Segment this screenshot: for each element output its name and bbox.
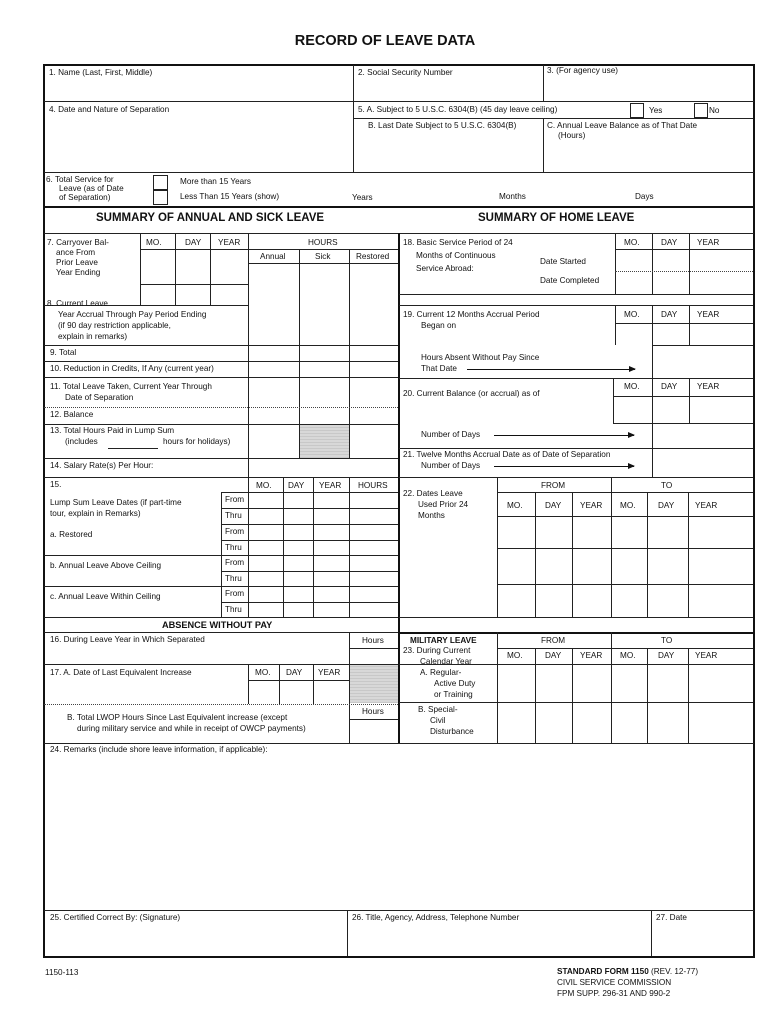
standard-form-name: STANDARD FORM 1150 xyxy=(557,967,649,976)
date-field[interactable] xyxy=(653,926,751,954)
rule xyxy=(210,233,211,306)
field-23-label-2: Calendar Year xyxy=(420,657,472,666)
rule xyxy=(399,702,753,703)
rule xyxy=(572,493,573,617)
rule xyxy=(399,294,753,295)
rule xyxy=(349,477,350,617)
field-19-label: 19. Current 12 Months Accrual Period xyxy=(403,310,540,319)
rule xyxy=(44,458,398,459)
field-4-label: 4. Date and Nature of Separation xyxy=(49,105,170,114)
rule xyxy=(44,910,754,911)
col-day: DAY xyxy=(658,501,675,510)
rule xyxy=(535,493,536,617)
field-5a-label: 5. A. Subject to 5 U.S.C. 6304(B) (45 day leave ceiling) xyxy=(358,105,558,114)
lump-sum-label: Lump Sum Leave Dates (if part-time xyxy=(50,498,182,507)
military-leave-heading: MILITARY LEAVE xyxy=(410,636,477,645)
field-6-label-3: of Separation) xyxy=(59,193,111,202)
rule xyxy=(398,233,400,744)
rule xyxy=(221,602,398,603)
rule xyxy=(615,233,616,295)
col-day: DAY xyxy=(545,651,562,660)
yes-label: Yes xyxy=(649,106,663,115)
rule xyxy=(543,65,544,102)
rule xyxy=(140,233,141,306)
col-day: DAY xyxy=(286,668,303,677)
days-label: Days xyxy=(635,192,654,201)
field-17b-label: B. Total LWOP Hours Since Last Equivalent increase (except xyxy=(67,713,288,722)
col-day: DAY xyxy=(545,501,562,510)
col-day: DAY xyxy=(185,238,202,247)
rule xyxy=(689,378,690,423)
col-year: YEAR xyxy=(695,501,718,510)
rule xyxy=(497,584,753,585)
field-8-label-4: explain in remarks) xyxy=(58,332,128,341)
field-8-label-2: Year Accrual Through Pay Period Ending xyxy=(58,310,207,319)
rule xyxy=(44,555,398,556)
lump-sum-label-2: tour, explain in Remarks) xyxy=(50,509,141,518)
field-16-label: 16. During Leave Year in Which Separated xyxy=(50,635,205,644)
field-5c-label: C. Annual Leave Balance as of That Date xyxy=(547,121,698,130)
more-15-checkbox[interactable] xyxy=(153,175,168,190)
col-year: YEAR xyxy=(697,238,720,247)
rule xyxy=(615,323,753,324)
rule xyxy=(688,648,689,744)
col-year: YEAR xyxy=(319,481,342,490)
regular-label-2: Active Duty xyxy=(434,679,476,688)
field-5b-label: B. Last Date Subject to 5 U.S.C. 6304(B) xyxy=(368,121,517,130)
rule xyxy=(399,617,753,618)
rule xyxy=(613,396,753,397)
fpm-supp-label: FPM SUPP. 296-31 AND 990-2 xyxy=(557,989,671,998)
thru-label: Thru xyxy=(225,605,242,614)
from-label: From xyxy=(225,589,245,598)
field-1-label: 1. Name (Last, First, Middle) xyxy=(49,68,153,77)
field-8-label: 8. Current Leave xyxy=(47,299,108,308)
arrow-right-icon xyxy=(467,369,635,370)
from-label: From xyxy=(225,495,245,504)
rule xyxy=(221,571,398,572)
rule xyxy=(349,249,350,459)
field-20-label: 20. Current Balance (or accrual) as of xyxy=(403,389,540,398)
thru-label: Thru xyxy=(225,543,242,552)
field-18-label-2: Months of Continuous xyxy=(416,251,496,260)
rule xyxy=(44,172,754,173)
hours-absent-label-2: That Date xyxy=(421,364,457,373)
hours-absent-label: Hours Absent Without Pay Since xyxy=(421,353,540,362)
thru-label: Thru xyxy=(225,574,242,583)
rule xyxy=(399,477,753,478)
standard-form-line xyxy=(557,968,698,976)
field-5c-hours: (Hours) xyxy=(558,131,586,140)
rule xyxy=(613,378,614,423)
rule xyxy=(543,118,544,173)
annual-sick-heading: SUMMARY OF ANNUAL AND SICK LEAVE xyxy=(96,212,325,224)
rule xyxy=(44,664,398,665)
rule xyxy=(248,664,249,704)
field-15-label: 15. xyxy=(50,480,62,489)
col-mo: MO. xyxy=(256,481,272,490)
holiday-hours-field[interactable] xyxy=(108,448,158,449)
rule xyxy=(44,617,398,618)
field-22-label: 22. Dates Leave xyxy=(403,489,463,498)
rule xyxy=(497,492,753,493)
col-day: DAY xyxy=(661,238,678,247)
rule xyxy=(647,648,648,744)
field-18-label-3: Service Abroad: xyxy=(416,264,474,273)
col-mo: MO. xyxy=(146,238,162,247)
field-6-label-2: Leave (as of Date xyxy=(59,184,124,193)
rule xyxy=(347,910,348,956)
rule xyxy=(349,648,398,649)
home-leave-heading: SUMMARY OF HOME LEAVE xyxy=(478,212,635,224)
col-mo: MO. xyxy=(507,501,523,510)
number-of-days-label: Number of Days xyxy=(421,430,481,439)
yes-checkbox[interactable] xyxy=(630,103,644,118)
field-18-label: 18. Basic Service Period of 24 xyxy=(403,238,513,247)
rule xyxy=(497,516,753,517)
rule xyxy=(221,492,398,493)
field-7-label: 7. Carryover Bal- xyxy=(47,238,109,247)
rule xyxy=(647,493,648,617)
col-year: YEAR xyxy=(695,651,718,660)
field-10-label: 10. Reduction in Credits, If Any (current year) xyxy=(50,364,214,373)
rule xyxy=(689,233,690,295)
from-heading: FROM xyxy=(541,481,566,490)
commission-label: CIVIL SERVICE COMMISSION xyxy=(557,978,672,987)
col-restored: Restored xyxy=(356,252,390,261)
field-19-label-2: Began on xyxy=(421,321,457,330)
rule xyxy=(175,233,176,306)
rule xyxy=(283,477,284,617)
field-21-label: 21. Twelve Months Accrual Date as of Date of Separation xyxy=(403,450,611,459)
rule xyxy=(615,305,616,345)
remarks-label: 24. Remarks (include shore leave information, if applicable): xyxy=(50,745,268,754)
col-mo: MO. xyxy=(624,382,640,391)
field-23-label: 23. During Current xyxy=(403,646,471,655)
rule xyxy=(497,648,753,649)
col-hours: HOURS xyxy=(308,238,338,247)
rule xyxy=(689,305,690,345)
from-label: From xyxy=(225,527,245,536)
rule xyxy=(497,477,498,617)
col-day: DAY xyxy=(288,481,305,490)
rule xyxy=(44,704,398,705)
awop-heading: ABSENCE WITHOUT PAY xyxy=(162,620,273,630)
rule xyxy=(615,271,753,272)
frame-bottom xyxy=(43,956,755,958)
remarks-area[interactable] xyxy=(45,757,751,909)
rule xyxy=(611,477,612,617)
col-year: YEAR xyxy=(697,310,720,319)
rule xyxy=(44,743,754,744)
title-agency-field[interactable] xyxy=(349,926,649,954)
rule xyxy=(613,423,753,424)
field-11-label: 11. Total Leave Taken, Current Year Through xyxy=(50,382,212,391)
rule xyxy=(399,664,753,665)
hours-label: Hours xyxy=(362,636,384,645)
rule xyxy=(652,233,653,295)
field-12-label: 12. Balance xyxy=(50,410,94,419)
from-label: From xyxy=(225,558,245,567)
field-22-label-2: Used Prior 24 xyxy=(418,500,469,509)
to-heading: TO xyxy=(661,481,673,490)
rule xyxy=(140,249,398,250)
col-mo: MO. xyxy=(620,651,636,660)
shaded-cell xyxy=(350,665,398,703)
date-started-label: Date Started xyxy=(540,257,586,266)
col-mo: MO. xyxy=(255,668,271,677)
hours-label: Hours xyxy=(362,707,384,716)
rule xyxy=(353,101,354,173)
col-annual: Annual xyxy=(260,252,286,261)
col-mo: MO. xyxy=(620,501,636,510)
rule xyxy=(399,632,754,634)
col-sick: Sick xyxy=(315,252,331,261)
rule xyxy=(313,477,314,617)
rule xyxy=(652,345,753,346)
rule xyxy=(44,632,398,633)
rule xyxy=(44,586,398,587)
field-11-label-2: Date of Separation xyxy=(65,393,134,402)
field-21-label-2: Number of Days xyxy=(421,461,481,470)
arrow-right-icon xyxy=(494,466,634,467)
rule xyxy=(399,448,753,449)
rule xyxy=(651,910,652,956)
field-13-label: 13. Total Hours Paid in Lump Sum xyxy=(50,426,175,435)
form-number: 1150-113 xyxy=(45,968,79,977)
less-15-checkbox[interactable] xyxy=(153,190,168,205)
above-ceiling-label: b. Annual Leave Above Ceiling xyxy=(50,561,162,570)
rule xyxy=(221,540,398,541)
rule xyxy=(221,508,398,509)
col-mo: MO. xyxy=(624,310,640,319)
date-label: 27. Date xyxy=(656,913,687,922)
rule xyxy=(313,664,314,704)
rule xyxy=(535,648,536,744)
rule xyxy=(44,377,398,378)
years-label: Years xyxy=(352,193,373,202)
regular-label: A. Regular- xyxy=(420,668,462,677)
special-label-3: Disturbance xyxy=(430,727,474,736)
col-mo: MO. xyxy=(624,238,640,247)
rule xyxy=(248,680,349,681)
rule xyxy=(140,284,249,285)
col-hours: HOURS xyxy=(358,481,388,490)
rule xyxy=(44,345,398,346)
regular-label-3: or Training xyxy=(434,690,473,699)
rule xyxy=(44,361,398,362)
rule xyxy=(399,378,753,379)
col-mo: MO. xyxy=(507,651,523,660)
restored-label: a. Restored xyxy=(50,530,93,539)
special-label: B. Special- xyxy=(418,705,458,714)
rule xyxy=(354,118,753,119)
date-completed-label: Date Completed xyxy=(540,276,600,285)
rule xyxy=(248,233,249,478)
no-checkbox[interactable] xyxy=(694,103,708,118)
field-2-label: 2. Social Security Number xyxy=(358,68,453,77)
form-title: RECORD OF LEAVE DATA xyxy=(294,33,476,49)
col-day: DAY xyxy=(661,310,678,319)
title-agency-label: 26. Title, Agency, Address, Telephone Number xyxy=(352,913,520,922)
field-13-label-2: (includes xyxy=(65,437,98,446)
rule xyxy=(44,407,398,408)
rule xyxy=(652,305,653,478)
rule xyxy=(572,648,573,744)
col-year: YEAR xyxy=(697,382,720,391)
rule xyxy=(221,524,398,525)
field-8-label-3: (if 90 day restriction applicable, xyxy=(58,321,171,330)
field-6-label: 6. Total Service for xyxy=(46,175,114,184)
rule xyxy=(615,249,753,250)
col-year: YEAR xyxy=(580,501,603,510)
col-year: YEAR xyxy=(318,668,341,677)
field-7-label-2: ance From xyxy=(56,248,96,257)
rule xyxy=(399,305,753,306)
rule xyxy=(688,493,689,617)
months-label: Months xyxy=(499,192,526,201)
field-17b-label-2: during military service and while in receipt of OWCP payments) xyxy=(77,724,306,733)
arrow-right-icon xyxy=(494,435,634,436)
shaded-cell xyxy=(300,425,349,458)
rule xyxy=(279,664,280,704)
signature-label: 25. Certified Correct By: (Signature) xyxy=(50,913,181,922)
rule xyxy=(249,263,398,264)
field-9-label: 9. Total xyxy=(50,348,77,357)
thru-label: Thru xyxy=(225,511,242,520)
field-7-label-4: Year Ending xyxy=(56,268,101,277)
no-label: No xyxy=(709,106,720,115)
field-13-label-3: hours for holidays) xyxy=(163,437,231,446)
frame-top xyxy=(43,64,754,66)
col-year: YEAR xyxy=(580,651,603,660)
within-ceiling-label: c. Annual Leave Within Ceiling xyxy=(50,592,161,601)
field-17a-label: 17. A. Date of Last Equivalent Increase xyxy=(50,668,192,677)
special-label-2: Civil xyxy=(430,716,446,725)
rule xyxy=(248,477,249,617)
rule xyxy=(44,101,754,102)
field-7-label-3: Prior Leave xyxy=(56,258,98,267)
rule xyxy=(44,477,398,478)
less-15-label: Less Than 15 Years (show) xyxy=(180,192,280,201)
frame-right xyxy=(753,64,755,957)
to-heading: TO xyxy=(661,636,673,645)
rule xyxy=(353,65,354,102)
form-revision: (REV. 12-77) xyxy=(648,967,699,976)
more-15-label: More than 15 Years xyxy=(180,177,252,186)
rule xyxy=(497,548,753,549)
field-3-label: 3. (For agency use) xyxy=(547,66,618,75)
col-day: DAY xyxy=(661,382,678,391)
rule xyxy=(349,719,398,720)
from-heading: FROM xyxy=(541,636,566,645)
rule xyxy=(44,206,754,208)
field-14-label: 14. Salary Rate(s) Per Hour: xyxy=(50,461,154,470)
col-year: YEAR xyxy=(218,238,241,247)
signature-field[interactable] xyxy=(45,926,345,954)
field-22-label-3: Months xyxy=(418,511,445,520)
col-day: DAY xyxy=(658,651,675,660)
